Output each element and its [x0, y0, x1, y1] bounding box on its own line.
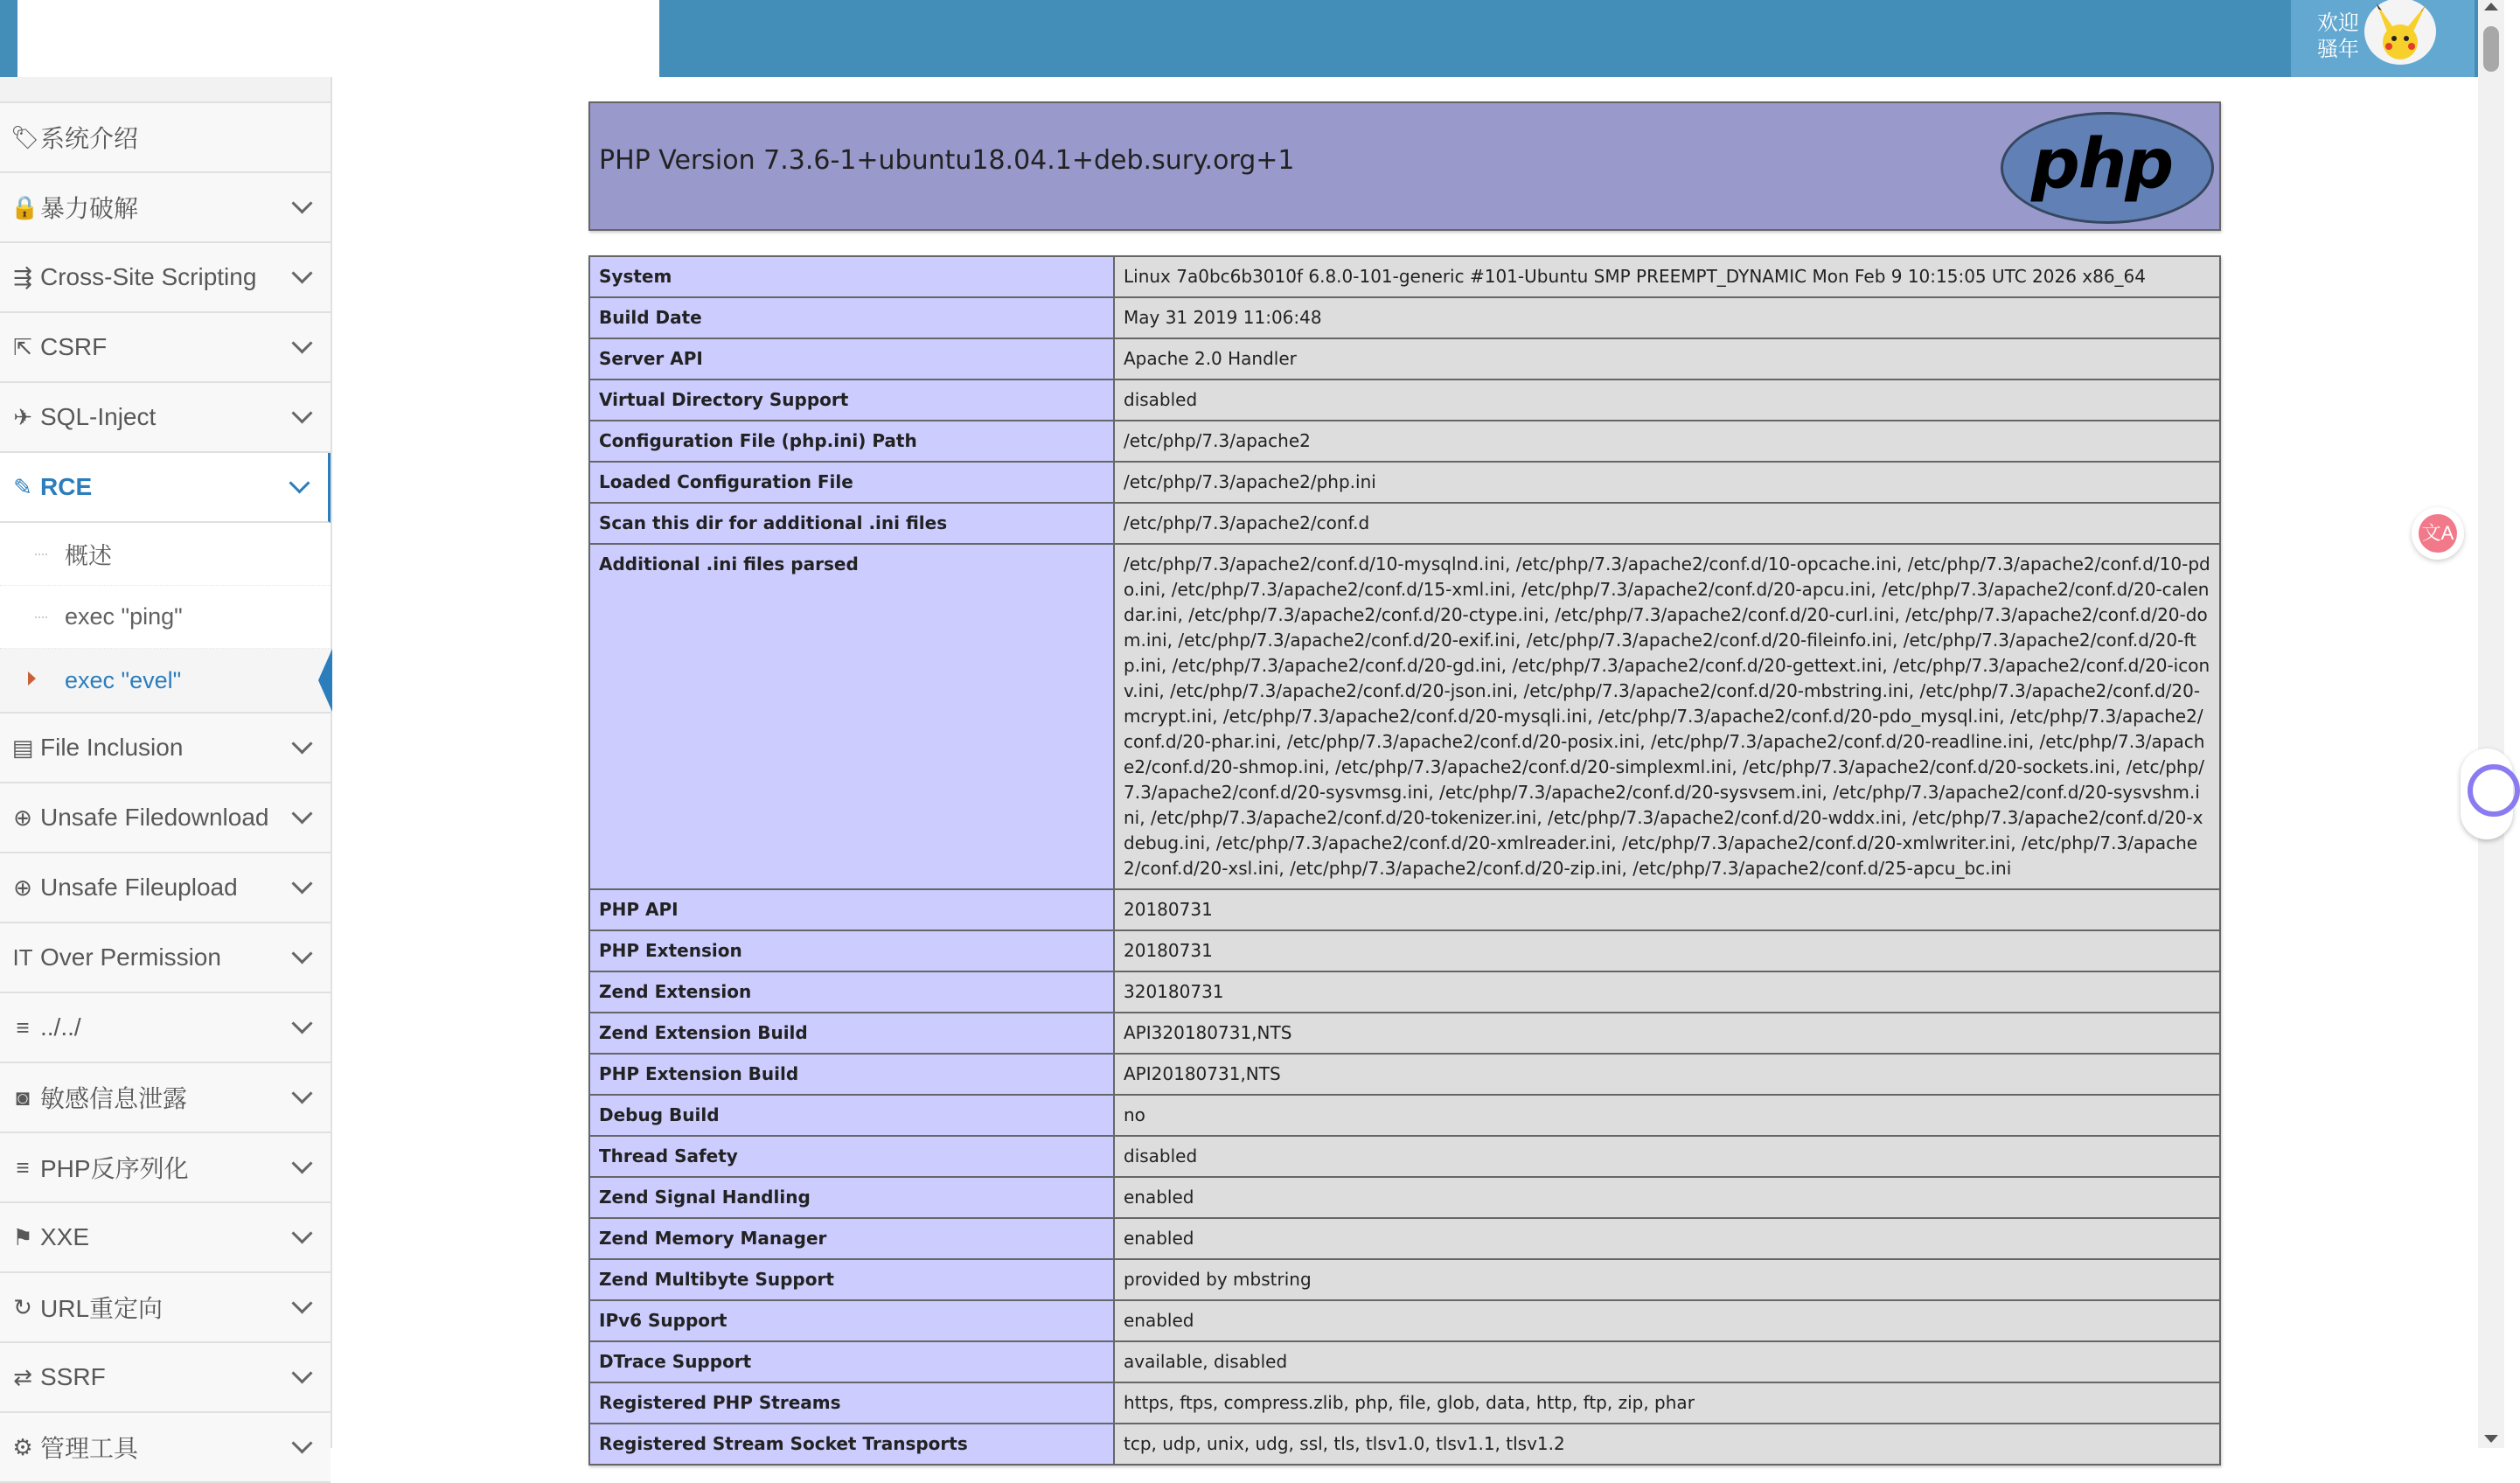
sidebar: [0, 77, 332, 1462]
table-row: [589, 1382, 2220, 1424]
directive-value: available, disabled: [1114, 1341, 2220, 1382]
table-row: [589, 503, 2220, 544]
sidebar-item-11[interactable]: [0, 1063, 331, 1133]
directive-value: Linux 7a0bc6b3010f 6.8.0-101-generic #101-Ubuntu SMP PREEMPT_DYNAMIC Mon Feb 9 10:15:05 UTC 2026 x86_64: [1114, 256, 2220, 297]
cog-icon: ⚙: [12, 1433, 33, 1460]
lock-icon: 🔒: [10, 193, 39, 220]
table-row: [589, 1341, 2220, 1382]
text-height-icon: IT: [12, 943, 33, 971]
sidebar-item-10[interactable]: [0, 993, 331, 1063]
chevron-down-icon: [291, 192, 312, 213]
scroll-up-arrow-icon[interactable]: [2484, 3, 2498, 10]
directive-name: Virtual Directory Support: [589, 379, 1114, 421]
sidebar-submenu: [0, 523, 331, 714]
table-row: [589, 1136, 2220, 1177]
directive-value: disabled: [1114, 1136, 2220, 1177]
chevron-down-icon: [291, 733, 312, 754]
sidebar-item-label: 敏感信息泄露: [40, 1085, 188, 1112]
sidebar-item-7[interactable]: [0, 783, 331, 853]
caret-right-icon: [28, 672, 36, 686]
table-row: [589, 1054, 2220, 1095]
flag-icon: ⚑: [12, 1223, 33, 1250]
directive-name: Zend Signal Handling: [589, 1177, 1114, 1218]
tree-dash: [35, 554, 47, 555]
sidebar-shortcuts: [0, 77, 331, 103]
table-row: [589, 1424, 2220, 1465]
sidebar-item-label: SQL-Inject: [40, 403, 157, 430]
directive-name: Configuration File (php.ini) Path: [589, 421, 1114, 462]
directive-name: Zend Multibyte Support: [589, 1259, 1114, 1300]
sidebar-item-label: Cross-Site Scripting: [40, 263, 257, 290]
directive-name: PHP Extension: [589, 930, 1114, 971]
directive-name: PHP Extension Build: [589, 1054, 1114, 1095]
submenu-item-1[interactable]: [0, 586, 331, 649]
top-navbar: [0, 0, 2504, 77]
sidebar-item-8[interactable]: [0, 853, 331, 923]
greeting-line-1: 欢迎: [2317, 11, 2359, 35]
sidebar-item-label: Unsafe Filedownload: [40, 804, 269, 831]
chevron-down-icon: [291, 262, 312, 283]
user-greeting: [2317, 10, 2359, 63]
table-row: [589, 379, 2220, 421]
directive-value: /etc/php/7.3/apache2: [1114, 421, 2220, 462]
sidebar-item-9[interactable]: [0, 923, 331, 993]
directive-value: 20180731: [1114, 930, 2220, 971]
sidebar-item-label: 暴力破解: [40, 195, 139, 222]
sidebar-item-label: File Inclusion: [40, 734, 184, 761]
table-row: [589, 256, 2220, 297]
directive-name: IPv6 Support: [589, 1300, 1114, 1341]
sidebar-item-label: CSRF: [40, 333, 108, 360]
phpinfo-output: [588, 101, 2221, 1466]
align-left-icon: ≡: [16, 1013, 30, 1041]
directive-value: May 31 2019 11:06:48: [1114, 297, 2220, 338]
table-row: [589, 889, 2220, 930]
chevron-down-icon: [289, 472, 310, 493]
fighter-jet-icon: ✈: [13, 403, 32, 430]
directive-name: Registered Stream Socket Transports: [589, 1424, 1114, 1465]
refresh-icon: ↻: [13, 1293, 32, 1320]
directive-value: API320180731,NTS: [1114, 1013, 2220, 1054]
exchange-icon: ⇄: [13, 1363, 32, 1390]
directive-name: Loaded Configuration File: [589, 462, 1114, 503]
directive-name: Debug Build: [589, 1095, 1114, 1136]
directive-value: no: [1114, 1095, 2220, 1136]
pencil-icon: ✎: [13, 473, 32, 500]
align-justify-icon: ≡: [16, 1153, 30, 1180]
submenu-item-label: exec "ping": [65, 603, 183, 630]
file-icon: ▤: [11, 734, 34, 761]
chevron-down-icon: [291, 873, 312, 894]
sidebar-item-label: 管理工具: [40, 1435, 139, 1462]
table-row: [589, 1218, 2220, 1259]
directive-name: Additional .ini files parsed: [589, 544, 1114, 889]
sidebar-item-4[interactable]: [0, 383, 331, 453]
scroll-down-arrow-icon[interactable]: [2484, 1435, 2498, 1443]
user-menu[interactable]: [2291, 0, 2475, 77]
directive-value: /etc/php/7.3/apache2/conf.d: [1114, 503, 2220, 544]
tag-icon: 🏷: [10, 123, 40, 150]
phpinfo-header: [588, 101, 2221, 231]
sidebar-item-16[interactable]: [0, 1413, 331, 1483]
scrollbar-thumb[interactable]: [2483, 26, 2499, 72]
directive-value: 20180731: [1114, 889, 2220, 930]
directive-name: PHP API: [589, 889, 1114, 930]
directive-name: Zend Extension Build: [589, 1013, 1114, 1054]
directive-name: System: [589, 256, 1114, 297]
directive-name: Server API: [589, 338, 1114, 379]
directive-name: Registered PHP Streams: [589, 1382, 1114, 1424]
chevron-down-icon: [291, 803, 312, 824]
chevron-down-icon: [291, 1222, 312, 1243]
sidebar-item-label: URL重定向: [40, 1295, 164, 1322]
submenu-item-0[interactable]: [0, 523, 331, 586]
sidebar-nav: [0, 103, 331, 1483]
sidebar-item-1[interactable]: [0, 173, 331, 243]
submenu-item-2[interactable]: [0, 649, 331, 712]
chevron-down-icon: [291, 943, 312, 964]
sidebar-item-12[interactable]: [0, 1133, 331, 1203]
directive-name: Zend Extension: [589, 971, 1114, 1013]
sidebar-item-6[interactable]: [0, 714, 331, 783]
brand-area[interactable]: [17, 0, 659, 77]
sidebar-item-14[interactable]: [0, 1273, 331, 1343]
upload-icon: ⊕: [13, 874, 32, 901]
sidebar-item-15[interactable]: [0, 1343, 331, 1413]
table-row: [589, 462, 2220, 503]
sidebar-item-label: Over Permission: [40, 943, 221, 971]
directive-value: API20180731,NTS: [1114, 1054, 2220, 1095]
directive-value: Apache 2.0 Handler: [1114, 338, 2220, 379]
directive-value: disabled: [1114, 379, 2220, 421]
sidebar-item-label: ../../: [40, 1013, 81, 1041]
directive-name: DTrace Support: [589, 1341, 1114, 1382]
download-icon: ⊕: [13, 804, 32, 831]
sidebar-item-label: 系统介绍: [40, 125, 139, 152]
camera-icon: ◙: [16, 1083, 30, 1111]
active-pointer-icon: [318, 649, 332, 712]
directive-name: Scan this dir for additional .ini files: [589, 503, 1114, 544]
php-logo-text: php: [2031, 125, 2173, 204]
chevron-down-icon: [291, 1152, 312, 1173]
translate-icon: 文A: [2419, 514, 2457, 553]
table-row: [589, 338, 2220, 379]
assistant-icon: [2468, 764, 2520, 817]
page-scrollbar[interactable]: [2478, 0, 2504, 1448]
chevron-down-icon: [291, 332, 312, 353]
table-row: [589, 1259, 2220, 1300]
sidebar-item-0[interactable]: [0, 103, 331, 173]
table-row: [589, 1300, 2220, 1341]
phpinfo-table: [588, 255, 2221, 1466]
table-row: [589, 1095, 2220, 1136]
chevron-down-icon: [291, 402, 312, 423]
sidebar-item-label: SSRF: [40, 1363, 106, 1390]
directive-value: enabled: [1114, 1177, 2220, 1218]
directive-name: Build Date: [589, 297, 1114, 338]
submenu-item-label: 概述: [65, 543, 112, 569]
greeting-line-2: 骚年: [2317, 38, 2359, 61]
table-row: [589, 544, 2220, 889]
tree-dash: [35, 616, 47, 618]
directive-value: enabled: [1114, 1218, 2220, 1259]
chevron-down-icon: [291, 1362, 312, 1383]
sidebar-item-2[interactable]: [0, 243, 331, 313]
sidebar-item-label: PHP反序列化: [40, 1155, 189, 1182]
directive-name: Zend Memory Manager: [589, 1218, 1114, 1259]
table-row: [589, 930, 2220, 971]
chevron-down-icon: [291, 1083, 312, 1104]
directive-value: provided by mbstring: [1114, 1259, 2220, 1300]
side-assistant-button[interactable]: [2461, 748, 2513, 839]
avatar[interactable]: [2364, 0, 2436, 65]
pikachu-icon: [2364, 0, 2436, 65]
chevron-down-icon: [291, 1432, 312, 1453]
directive-value: /etc/php/7.3/apache2/conf.d/10-mysqlnd.ini, /etc/php/7.3/apache2/conf.d/10-opcache.ini, /etc/php/7.3/apache2/conf.d/10-pdo.ini, /etc/php/7.3/apache2/conf.d/15-xml.ini, /etc/php/7.3/apache2/conf.d/20-apcu.ini, /etc/php/7.3/apache2/conf.d/20-calendar.ini, /etc/php/7.3/apache2/conf.d/20-ctype.ini, /etc/php/7.3/apache2/conf.d/20-curl.ini, /etc/php/7.3/apache2/conf.d/20-dom.ini, /etc/php/7.3/apache2/conf.d/20-exif.ini, /etc/php/7.3/apache2/conf.d/20-fileinfo.ini, /etc/php/7.3/apache2/conf.d/20-ftp.ini, /etc/php/7.3/apache2/conf.d/20-gd.ini, /etc/php/7.3/apache2/conf.d/20-gettext.ini, /etc/php/7.3/apache2/conf.d/20-iconv.ini, /etc/php/7.3/apache2/conf.d/20-json.ini, /etc/php/7.3/apache2/conf.d/20-mbstring.ini, /etc/php/7.3/apache2/conf.d/20-mcrypt.ini, /etc/php/7.3/apache2/conf.d/20-mysqli.ini, /etc/php/7.3/apache2/conf.d/20-pdo_mysql.ini, /etc/php/7.3/apache2/conf.d/20-phar.ini, /etc/php/7.3/apache2/conf.d/20-posix.ini, /etc/php/7.3/apache2/conf.d/20-readline.ini, /etc/php/7.3/apache2/conf.d/20-shmop.ini, /etc/php/7.3/apache2/conf.d/20-simplexml.ini, /etc/php/7.3/apache2/conf.d/20-sockets.ini, /etc/php/7.3/apache2/conf.d/20-sysvmsg.ini, /etc/php/7.3/apache2/conf.d/20-sysvsem.ini, /etc/php/7.3/apache2/conf.d/20-sysvshm.ini, /etc/php/7.3/apache2/conf.d/20-tokenizer.ini, /etc/php/7.3/apache2/conf.d/20-wddx.ini, /etc/php/7.3/apache2/conf.d/20-xdebug.ini, /etc/php/7.3/apache2/conf.d/20-xmlreader.ini, /etc/php/7.3/apache2/conf.d/20-xmlwriter.ini, /etc/php/7.3/apache2/conf.d/20-xsl.ini, /etc/php/7.3/apache2/conf.d/20-zip.ini, /etc/php/7.3/apache2/conf.d/25-apcu_bc.ini: [1114, 544, 2220, 889]
php-logo[interactable]: [2001, 112, 2214, 224]
sidebar-item-13[interactable]: [0, 1203, 331, 1273]
directive-value: enabled: [1114, 1300, 2220, 1341]
indent-icon: ⇶: [13, 263, 32, 290]
table-row: [589, 1177, 2220, 1218]
table-row: [589, 421, 2220, 462]
sidebar-item-label: XXE: [40, 1223, 90, 1250]
directive-name: Thread Safety: [589, 1136, 1114, 1177]
directive-value: 320180731: [1114, 971, 2220, 1013]
chevron-down-icon: [291, 1013, 312, 1034]
php-version-title: PHP Version 7.3.6-1+ubuntu18.04.1+deb.sury.org+1: [599, 145, 1295, 176]
directive-value: https, ftps, compress.zlib, php, file, glob, data, http, ftp, zip, phar: [1114, 1382, 2220, 1424]
table-row: [589, 1013, 2220, 1054]
table-row: [589, 971, 2220, 1013]
directive-value: /etc/php/7.3/apache2/php.ini: [1114, 462, 2220, 503]
sidebar-item-3[interactable]: [0, 313, 331, 383]
directive-value: tcp, udp, unix, udg, ssl, tls, tlsv1.0, tlsv1.1, tlsv1.2: [1114, 1424, 2220, 1465]
sidebar-item-label: Unsafe Fileupload: [40, 874, 238, 901]
table-row: [589, 297, 2220, 338]
submenu-item-label: exec "evel": [65, 666, 182, 693]
sidebar-item-5[interactable]: [0, 453, 331, 523]
translate-widget-button[interactable]: [2412, 507, 2464, 560]
main-content: [332, 77, 2478, 1454]
share-icon: ⇱: [13, 333, 32, 360]
chevron-down-icon: [291, 1292, 312, 1313]
sidebar-item-label: RCE: [40, 473, 93, 500]
